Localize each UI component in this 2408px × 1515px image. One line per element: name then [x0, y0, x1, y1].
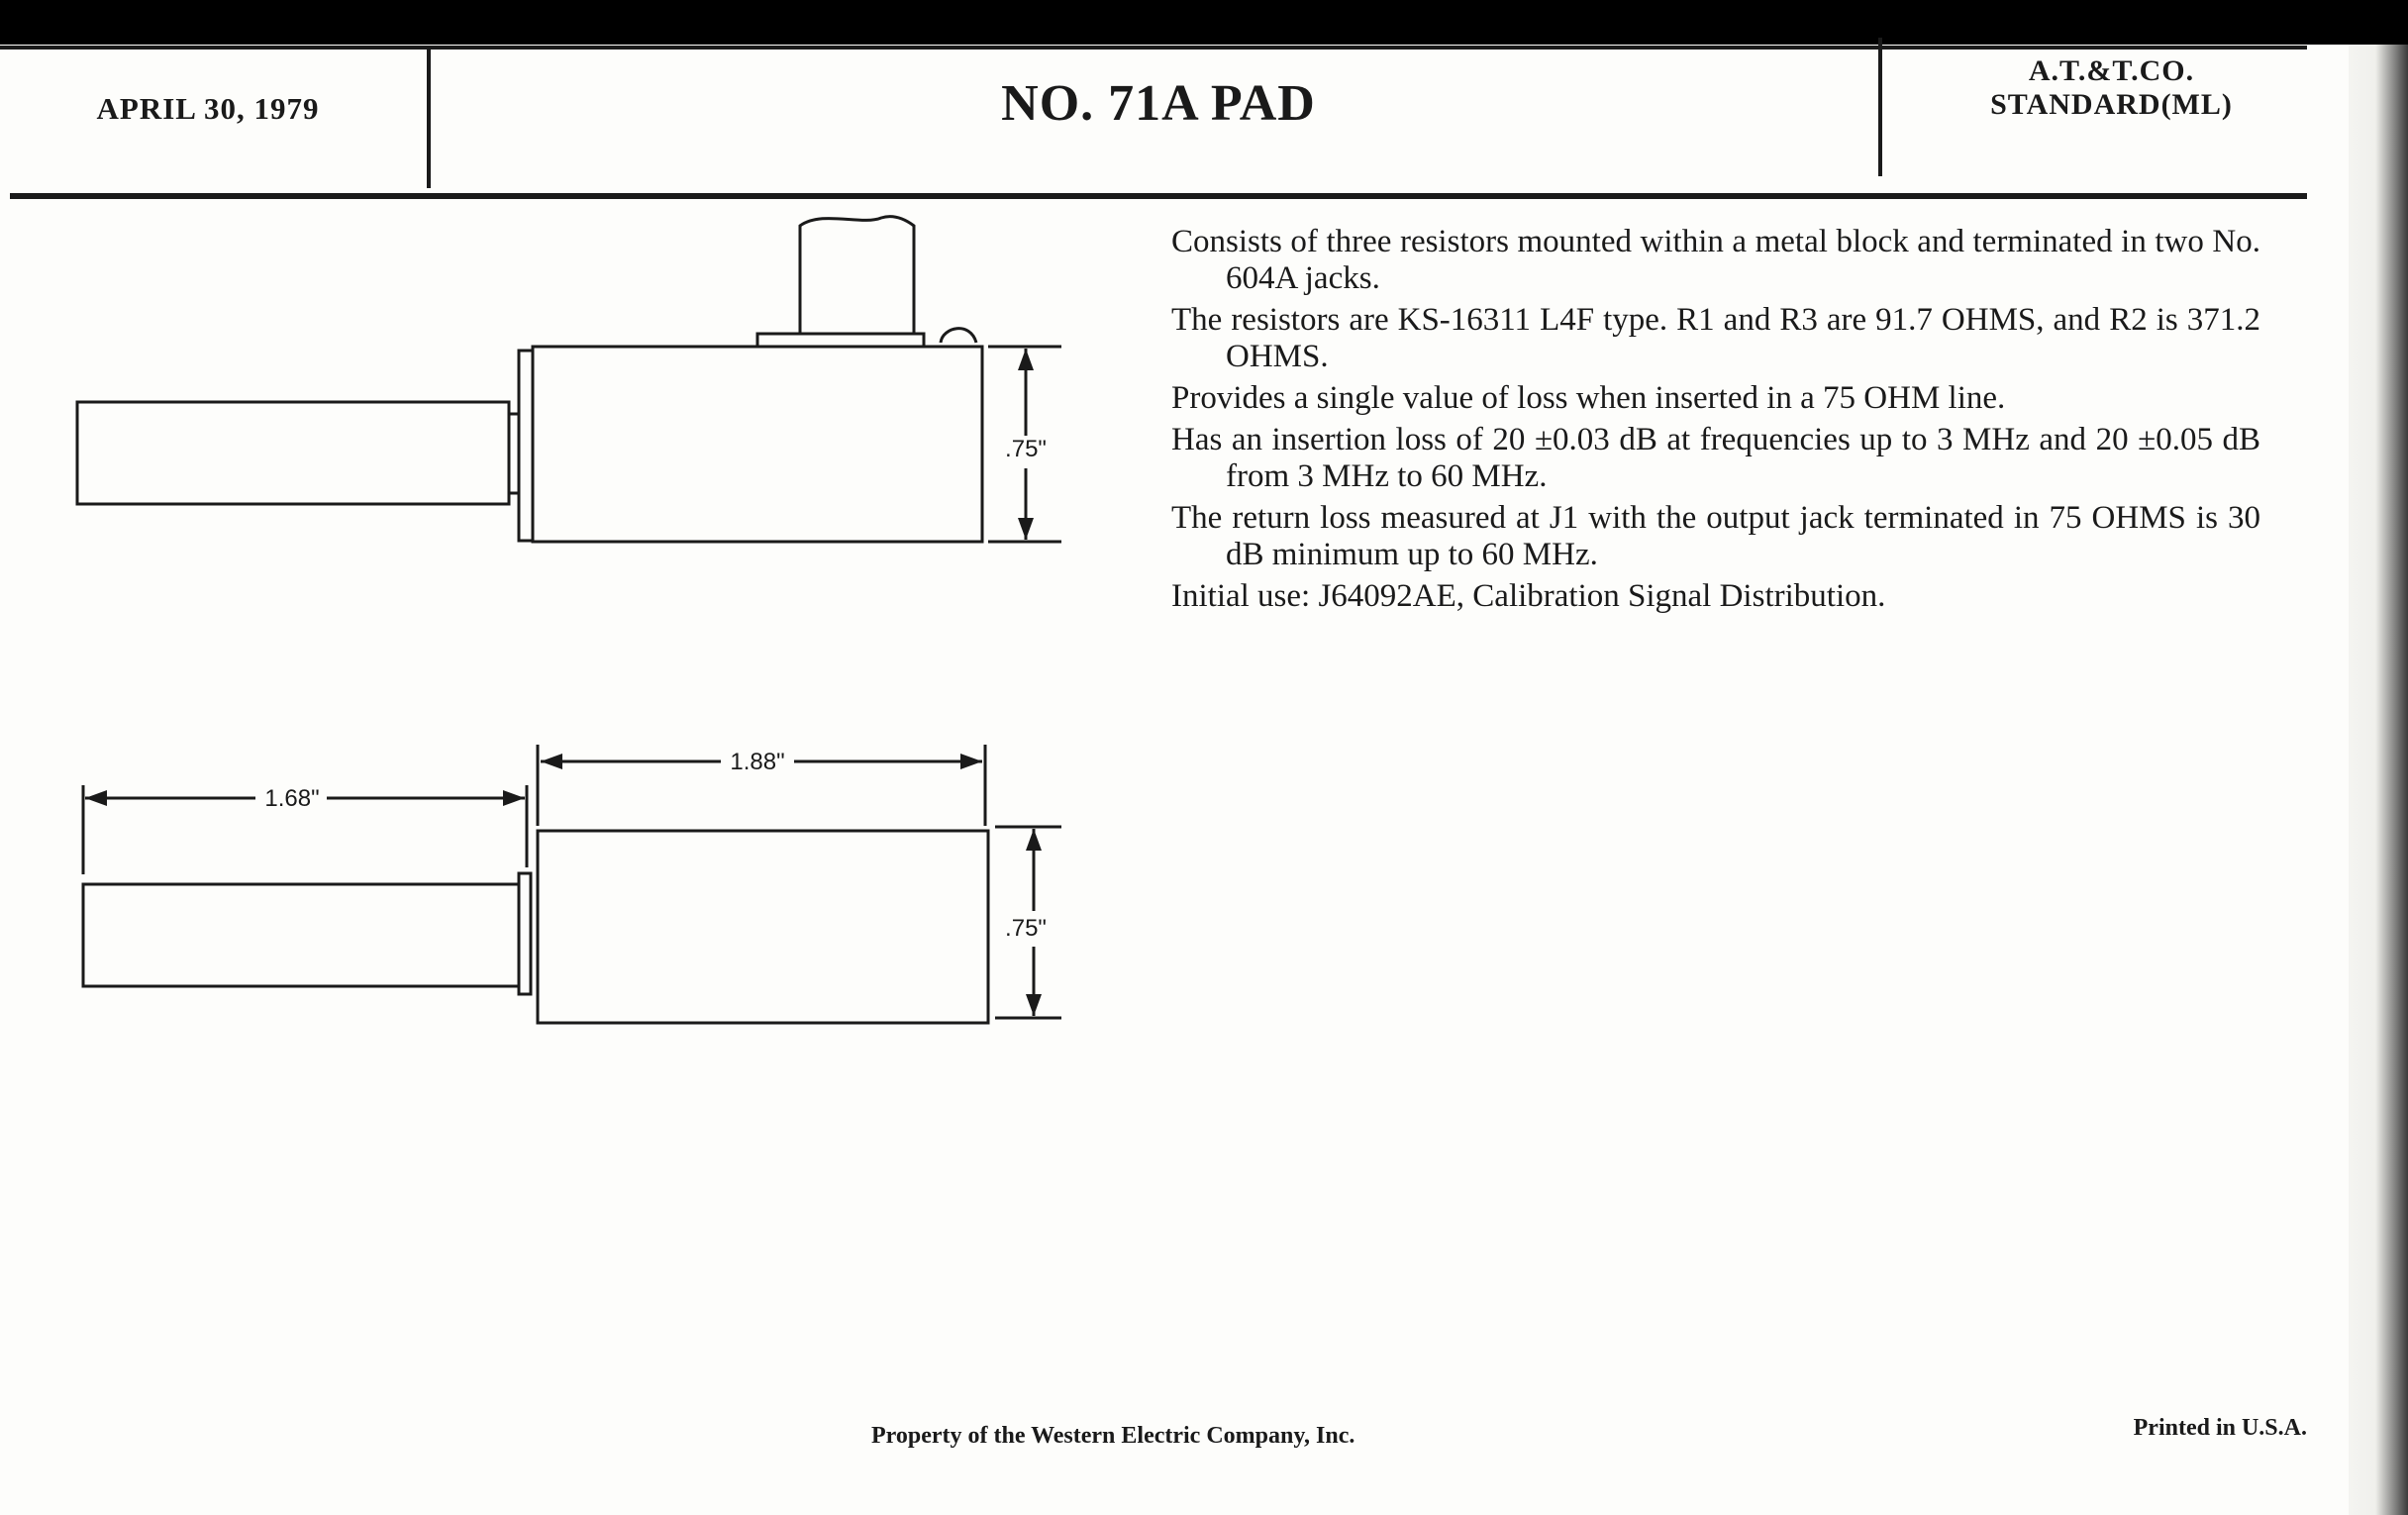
top-view-block [533, 347, 982, 542]
standard-line-1: A.T.&T.CO. [2028, 54, 2195, 87]
description-paragraph: Consists of three resistors mounted within a metal block and terminated in two No. 604A jacks. [1171, 224, 2260, 296]
description-paragraph: The return loss measured at J1 with the output jack terminated in 75 OHMS is 30 dB minimum up to 60 MHz. [1171, 500, 2260, 572]
description-paragraph: Has an insertion loss of 20 ±0.03 dB at frequencies up to 3 MHz and 20 ±0.05 dB from 3 MHz to 60 MHz. [1171, 422, 2260, 494]
description-paragraph: The resistors are KS-16311 L4F type. R1 and R3 are 91.7 OHMS, and R2 is 371.2 OHMS. [1171, 302, 2260, 374]
top-view-block-flange [519, 351, 533, 541]
top-view-connector-base [757, 334, 924, 347]
body-length-label: 1.88" [730, 749, 785, 775]
top-view-jack [77, 402, 509, 504]
side-view-block [538, 831, 988, 1023]
side-view-jack-collar [519, 873, 531, 994]
top-view [77, 217, 1061, 542]
description [1171, 224, 2260, 620]
side-view-height-label: .75" [1005, 915, 1047, 942]
top-view-cable [800, 217, 914, 334]
side-view [83, 745, 1061, 1023]
page-title: NO. 71A PAD [1001, 75, 1316, 132]
top-view-height-label: .75" [1005, 436, 1047, 462]
property-notice: Property of the Western Electric Company, Inc. [871, 1423, 1355, 1449]
top-view-rivet [941, 329, 976, 343]
issue-date: APRIL 30, 1979 [96, 91, 320, 126]
description-paragraph: Initial use: J64092AE, Calibration Signal Distribution. [1171, 578, 1886, 614]
side-view-jack [83, 884, 519, 986]
jack-length-label: 1.68" [264, 785, 320, 812]
printed-notice: Printed in U.S.A. [2133, 1415, 2307, 1441]
description-paragraph: Provides a single value of loss when inserted in a 75 OHM line. [1171, 380, 2006, 416]
standard-line-2: STANDARD(ML) [1990, 88, 2233, 121]
